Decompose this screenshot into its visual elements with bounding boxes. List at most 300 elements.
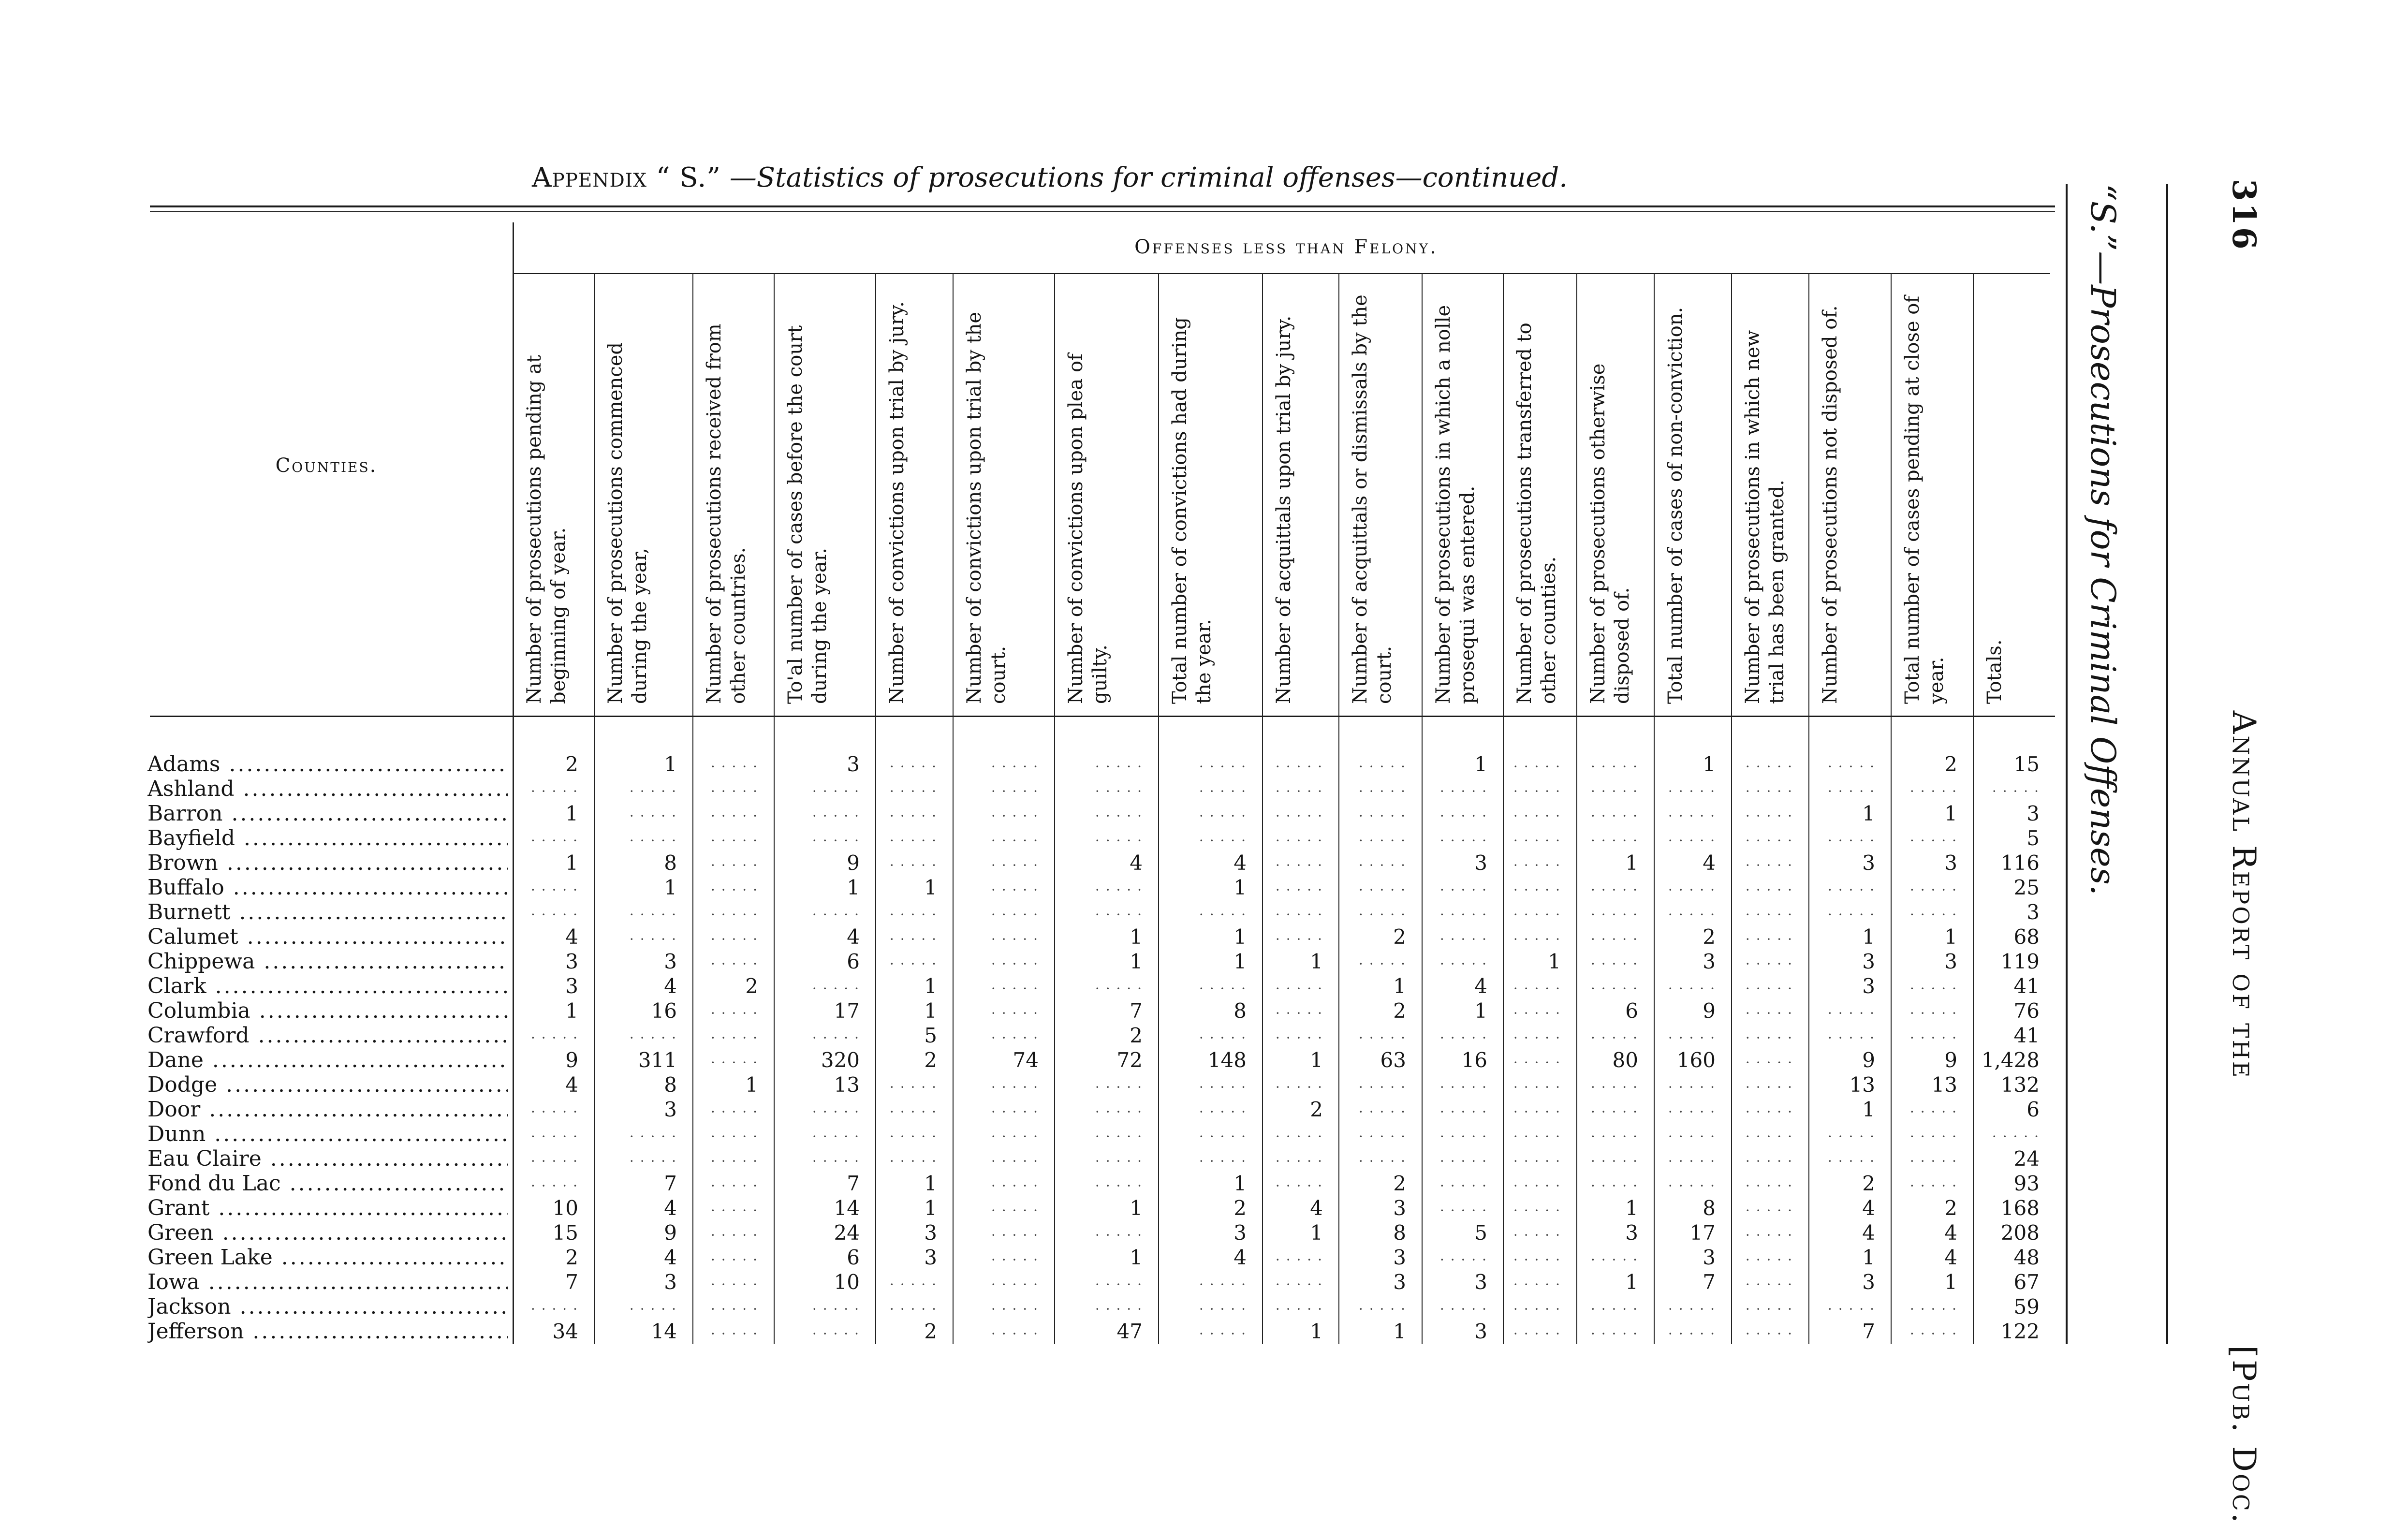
county-name: Crawford ..... xyxy=(147,1023,508,1048)
table-cell xyxy=(956,974,1039,999)
county-name: Buffalo ..... xyxy=(147,875,508,900)
table-cell xyxy=(1162,1270,1247,1295)
table-cell xyxy=(1266,1270,1323,1295)
top-rule-thin xyxy=(150,211,2055,212)
table-cell: 4 xyxy=(565,925,578,949)
table-cell xyxy=(1342,1122,1406,1147)
table-cell xyxy=(1425,1146,1487,1172)
table-cell xyxy=(956,1319,1039,1344)
table-cell xyxy=(1266,777,1323,802)
table-cell xyxy=(1507,1319,1561,1344)
table-cell xyxy=(598,801,677,826)
table-cell: 9 xyxy=(1703,999,1716,1023)
table-cell xyxy=(956,1122,1039,1147)
column-header-label: Number of prosecutions otherwise disposed of. xyxy=(1587,363,1633,704)
table-cell: 1 xyxy=(1233,876,1247,899)
table-cell: 1 xyxy=(1474,999,1487,1023)
table-cell xyxy=(1507,1220,1561,1246)
table-cell xyxy=(1425,826,1487,851)
table-cell xyxy=(696,850,758,876)
table-cell xyxy=(778,1097,860,1122)
table-cell: 3 xyxy=(664,1098,677,1121)
table-cell xyxy=(1735,1270,1793,1295)
table-cell xyxy=(1266,1171,1323,1196)
table-cell xyxy=(1342,875,1406,900)
table-cell: 10 xyxy=(552,1196,578,1220)
table-cell: 3 xyxy=(1474,1270,1487,1294)
table-cell xyxy=(1266,875,1323,900)
section-rule xyxy=(513,273,2050,274)
table-cell xyxy=(1812,998,1875,1024)
table-cell: 1 xyxy=(1625,1270,1638,1294)
county-name: Brown ..... xyxy=(147,850,508,876)
table-cell: 1 xyxy=(664,876,677,899)
table-cell xyxy=(1735,1171,1793,1196)
table-cell xyxy=(956,1171,1039,1196)
table-cell xyxy=(516,875,578,900)
table-cell: 3 xyxy=(2026,900,2040,924)
column-header xyxy=(1272,290,1344,716)
table-cell xyxy=(1894,974,1957,999)
table-cell: 4 xyxy=(1233,851,1247,875)
county-name: Burnett ..... xyxy=(147,900,508,925)
table-cell: 63 xyxy=(1380,1048,1406,1072)
table-cell xyxy=(1812,752,1875,777)
table-cell: 6 xyxy=(847,950,860,973)
table-cell: 1 xyxy=(565,802,578,825)
table-cell xyxy=(1162,777,1247,802)
table-cell xyxy=(1266,826,1323,851)
table-cell xyxy=(879,850,937,876)
table-cell xyxy=(1658,777,1716,802)
table-cell: 2 xyxy=(1233,1196,1247,1220)
table-cell: 1 xyxy=(1310,1320,1323,1343)
table-cell xyxy=(1894,1146,1957,1172)
table-cell xyxy=(696,1122,758,1147)
table-cell xyxy=(1812,875,1875,900)
table-cell xyxy=(1658,900,1716,925)
table-cell xyxy=(1580,900,1638,925)
county-name: Jefferson ..... xyxy=(147,1319,508,1344)
table-cell xyxy=(956,1245,1039,1270)
table-cell xyxy=(1058,1220,1143,1246)
table-cell: 3 xyxy=(1862,974,1875,998)
table-cell xyxy=(1342,777,1406,802)
table-cell: 2 xyxy=(1393,925,1406,949)
table-cell xyxy=(1342,1294,1406,1320)
table-cell xyxy=(1266,974,1323,999)
column-header xyxy=(962,290,1035,716)
table-cell: 3 xyxy=(664,1270,677,1294)
table-cell xyxy=(1058,1294,1143,1320)
table-cell: 8 xyxy=(664,851,677,875)
table-cell xyxy=(1507,1097,1561,1122)
column-divider xyxy=(1158,273,1159,1344)
table-cell: 3 xyxy=(1625,1221,1638,1245)
table-cell xyxy=(1425,1294,1487,1320)
table-cell xyxy=(516,900,578,925)
table-cell xyxy=(516,1097,578,1122)
table-cell xyxy=(1162,1072,1247,1098)
table-cell xyxy=(1580,1171,1638,1196)
table-cell: 208 xyxy=(2000,1221,2040,1245)
column-header xyxy=(885,290,957,716)
table-cell xyxy=(1058,777,1143,802)
table-cell: 9 xyxy=(847,851,860,875)
table-cell xyxy=(516,777,578,802)
table-cell: 122 xyxy=(2000,1320,2040,1343)
caption-text: —Statistics of prosecutions for criminal offenses—continued. xyxy=(720,162,1568,193)
table-cell: 1 xyxy=(1862,1246,1875,1269)
table-cell: 311 xyxy=(638,1048,677,1072)
table-cell: 4 xyxy=(1862,1221,1875,1245)
right-border xyxy=(2066,184,2068,1344)
table-cell: 3 xyxy=(2026,802,2040,825)
table-cell: 16 xyxy=(1461,1048,1487,1072)
table-cell xyxy=(1580,801,1638,826)
table-cell xyxy=(1812,1023,1875,1048)
table-cell xyxy=(1658,1171,1716,1196)
table-cell xyxy=(1507,1048,1561,1073)
column-header xyxy=(1818,290,1891,716)
counties-header: Counties. xyxy=(275,455,378,477)
table-cell xyxy=(1812,777,1875,802)
table-cell: 1 xyxy=(1625,1196,1638,1220)
top-rule xyxy=(150,205,2055,207)
table-cell: 3 xyxy=(1862,1270,1875,1294)
table-cell: 17 xyxy=(834,999,860,1023)
running-title-text: “S.”—Prosecutions for Criminal Offenses. xyxy=(2083,184,2123,895)
county-name: Dodge ..... xyxy=(147,1072,508,1098)
table-cell: 1 xyxy=(1862,1098,1875,1121)
pub-doc: [Pub. Doc. xyxy=(2225,1345,2262,1525)
column-header-label: Number of prosecutions received from other countries. xyxy=(703,323,749,704)
column-header-label: Number of acquittals upon trial by jury. xyxy=(1273,315,1295,704)
table-cell: 41 xyxy=(2013,1024,2040,1047)
table-cell: 4 xyxy=(664,974,677,998)
table-cell: 1 xyxy=(1944,802,1957,825)
table-cell xyxy=(696,826,758,851)
table-cell xyxy=(696,875,758,900)
table-cell xyxy=(1812,1146,1875,1172)
table-cell: 4 xyxy=(664,1196,677,1220)
table-cell xyxy=(696,1146,758,1172)
table-cell xyxy=(1425,777,1487,802)
column-divider xyxy=(1054,273,1055,1344)
table-cell xyxy=(1507,801,1561,826)
table-cell: 8 xyxy=(1703,1196,1716,1220)
table-cell xyxy=(696,1245,758,1270)
county-name: Jackson ..... xyxy=(147,1294,508,1320)
table-cell xyxy=(1425,1245,1487,1270)
table-cell xyxy=(1658,1319,1716,1344)
table-cell: 2 xyxy=(924,1320,937,1343)
table-cell xyxy=(598,924,677,950)
column-header xyxy=(1586,290,1659,716)
table-cell: 1 xyxy=(1862,925,1875,949)
table-cell xyxy=(778,1146,860,1172)
table-cell: 24 xyxy=(2013,1147,2040,1171)
table-cell xyxy=(1342,900,1406,925)
table-cell xyxy=(956,1220,1039,1246)
table-cell xyxy=(1507,1245,1561,1270)
table-cell: 1 xyxy=(1310,1048,1323,1072)
running-head-text xyxy=(2225,179,2263,1525)
table-cell: 2 xyxy=(1130,1024,1143,1047)
table-cell: 4 xyxy=(1944,1221,1957,1245)
table-cell xyxy=(1162,1097,1247,1122)
table-cell: 1 xyxy=(924,999,937,1023)
table-cell xyxy=(1342,826,1406,851)
table-cell: 320 xyxy=(821,1048,860,1072)
table-cell: 4 xyxy=(1130,851,1143,875)
table-cell xyxy=(879,1097,937,1122)
table-cell: 168 xyxy=(2000,1196,2040,1220)
table-cell xyxy=(778,777,860,802)
table-cell: 59 xyxy=(2013,1295,2040,1319)
column-header-label: Totals. xyxy=(1983,639,2006,704)
table-cell xyxy=(1058,801,1143,826)
table-cell: 1 xyxy=(924,876,937,899)
table-cell xyxy=(1058,1097,1143,1122)
column-divider xyxy=(1973,273,1974,1344)
table-cell: 1 xyxy=(1130,925,1143,949)
table-cell xyxy=(1266,1294,1323,1320)
column-header-label: To'al number of cases before the court during the year. xyxy=(784,325,831,704)
table-cell: 3 xyxy=(1862,851,1875,875)
table-cell: 1 xyxy=(565,851,578,875)
table-cell xyxy=(1058,1072,1143,1098)
table-cell xyxy=(1580,1122,1638,1147)
table-cell xyxy=(1058,1122,1143,1147)
table-cell: 1 xyxy=(664,752,677,776)
table-cell: 7 xyxy=(664,1172,677,1195)
table-cell: 2 xyxy=(924,1048,937,1072)
table-cell xyxy=(598,1294,677,1320)
column-divider xyxy=(1422,273,1423,1344)
table-cell xyxy=(1735,850,1793,876)
table-cell xyxy=(1162,900,1247,925)
table-cell: 1 xyxy=(1130,1196,1143,1220)
column-header-label: Number of prosecutions pending at beginning of year. xyxy=(523,355,570,704)
table-cell: 4 xyxy=(1703,851,1716,875)
table-cell xyxy=(1735,752,1793,777)
table-cell xyxy=(778,826,860,851)
table-cell xyxy=(598,777,677,802)
table-cell xyxy=(1735,1072,1793,1098)
column-header xyxy=(603,290,676,716)
table-cell: 17 xyxy=(1689,1221,1716,1245)
table-cell xyxy=(879,1122,937,1147)
table-cell xyxy=(1342,1023,1406,1048)
table-cell: 14 xyxy=(834,1196,860,1220)
table-cell xyxy=(1162,1319,1247,1344)
table-cell xyxy=(956,924,1039,950)
table-cell xyxy=(1507,924,1561,950)
table-cell: 9 xyxy=(1862,1048,1875,1072)
table-cell xyxy=(1735,1146,1793,1172)
margin-rule xyxy=(2166,184,2168,1344)
table-cell xyxy=(879,752,937,777)
table-cell: 160 xyxy=(1676,1048,1716,1072)
table-cell xyxy=(1425,1097,1487,1122)
table-cell: 3 xyxy=(847,752,860,776)
county-name: Ashland ..... xyxy=(147,777,508,802)
column-header-label: Number of prosecutions not disposed of. xyxy=(1819,305,1841,704)
table-cell xyxy=(1507,1196,1561,1221)
table-cell: 3 xyxy=(1393,1246,1406,1269)
table-cell xyxy=(696,900,758,925)
table-cell xyxy=(1812,900,1875,925)
column-divider xyxy=(1891,273,1892,1344)
table-cell xyxy=(956,777,1039,802)
table-cell xyxy=(696,1294,758,1320)
table-cell xyxy=(1735,875,1793,900)
table-cell xyxy=(696,1023,758,1048)
table-cell xyxy=(1735,826,1793,851)
table-cell: 2 xyxy=(1944,752,1957,776)
table-cell xyxy=(956,875,1039,900)
table-cell xyxy=(1266,752,1323,777)
county-name: Iowa ..... xyxy=(147,1270,508,1295)
table-cell: 1 xyxy=(1625,851,1638,875)
table-cell: 7 xyxy=(1703,1270,1716,1294)
table-cell xyxy=(1580,1245,1638,1270)
county-name: Door ..... xyxy=(147,1097,508,1122)
table-cell: 3 xyxy=(1944,950,1957,973)
table-cell: 7 xyxy=(1130,999,1143,1023)
table-cell xyxy=(1894,900,1957,925)
table-cell: 1 xyxy=(1233,925,1247,949)
table-cell xyxy=(1266,1146,1323,1172)
table-cell: 119 xyxy=(2000,950,2040,973)
table-cell xyxy=(1894,1097,1957,1122)
county-name: Calumet ..... xyxy=(147,924,508,950)
county-name: Chippewa ..... xyxy=(147,949,508,974)
table-cell xyxy=(696,1220,758,1246)
table-cell: 2 xyxy=(1862,1172,1875,1195)
column-header-label: Total number of cases of non-conviction. xyxy=(1664,307,1687,704)
table-cell: 1 xyxy=(924,1172,937,1195)
column-header xyxy=(1663,290,1736,716)
table-cell: 1 xyxy=(1944,925,1957,949)
table-cell: 15 xyxy=(2013,752,2040,776)
table-cell: 2 xyxy=(745,974,758,998)
table-cell xyxy=(1658,1146,1716,1172)
table-cell: 34 xyxy=(552,1320,578,1343)
column-header xyxy=(783,290,856,716)
table-cell xyxy=(1058,752,1143,777)
table-cell xyxy=(1507,1171,1561,1196)
column-header-label: Number of prosecutions commenced during the year, xyxy=(604,342,651,704)
table-cell xyxy=(1162,752,1247,777)
county-name: Clark ..... xyxy=(147,974,508,999)
table-cell xyxy=(1425,900,1487,925)
table-cell xyxy=(1580,875,1638,900)
table-cell xyxy=(696,949,758,974)
table-cell xyxy=(1425,1196,1487,1221)
table-cell xyxy=(1735,974,1793,999)
table-cell xyxy=(1058,875,1143,900)
table-cell xyxy=(1658,875,1716,900)
table-cell xyxy=(956,900,1039,925)
table-cell: 1 xyxy=(1233,950,1247,973)
table-cell xyxy=(1735,1097,1793,1122)
table-cell xyxy=(1507,1146,1561,1172)
table-cell xyxy=(1894,1023,1957,1048)
table-cell: 4 xyxy=(1944,1246,1957,1269)
table-cell: 3 xyxy=(1862,950,1875,973)
table-cell: 148 xyxy=(1207,1048,1247,1072)
section-header: Offenses less than Felony. xyxy=(1134,236,1438,258)
table-cell: 3 xyxy=(1703,950,1716,973)
table-cell xyxy=(1507,974,1561,999)
table-cell xyxy=(1058,826,1143,851)
table-cell: 1,428 xyxy=(1981,1048,2040,1072)
table-cell: 4 xyxy=(664,1246,677,1269)
report-title: Annual Report of the xyxy=(2225,710,2262,1080)
table-cell xyxy=(956,850,1039,876)
table-cell xyxy=(1580,752,1638,777)
table-cell xyxy=(1162,1122,1247,1147)
table-cell: 3 xyxy=(1393,1196,1406,1220)
table-cell xyxy=(696,1319,758,1344)
table-cell xyxy=(1894,777,1957,802)
table-cell xyxy=(696,998,758,1024)
table-cell xyxy=(956,949,1039,974)
table-cell: 2 xyxy=(1310,1098,1323,1121)
table-cell: 3 xyxy=(1233,1221,1247,1245)
table-cell xyxy=(1162,1023,1247,1048)
table-cell xyxy=(879,826,937,851)
table-cell: 8 xyxy=(664,1073,677,1097)
column-header-label: Number of prosecutions in which new trial has been granted. xyxy=(1742,330,1788,704)
column-divider xyxy=(1262,273,1263,1344)
table-cell: 1 xyxy=(1233,1172,1247,1195)
column-divider xyxy=(513,222,514,1344)
table-cell xyxy=(956,752,1039,777)
table-cell xyxy=(1735,998,1793,1024)
table-cell xyxy=(1162,1294,1247,1320)
table-cell xyxy=(1058,974,1143,999)
table-cell xyxy=(956,1196,1039,1221)
county-name: Bayfield ..... xyxy=(147,826,508,851)
table-cell: 1 xyxy=(847,876,860,899)
table-cell xyxy=(1735,1196,1793,1221)
table-cell: 68 xyxy=(2013,925,2040,949)
county-name: Dane ..... xyxy=(147,1048,508,1073)
table-cell: 4 xyxy=(847,925,860,949)
table-cell xyxy=(956,1023,1039,1048)
table-cell xyxy=(1507,1294,1561,1320)
table-cell xyxy=(778,1294,860,1320)
table-cell xyxy=(1266,850,1323,876)
table-cell xyxy=(1894,1294,1957,1320)
county-name: Fond du Lac ..... xyxy=(147,1171,508,1196)
table-cell xyxy=(1266,1122,1323,1147)
table-cell xyxy=(1266,998,1323,1024)
table-cell xyxy=(956,801,1039,826)
table-cell: 6 xyxy=(2026,1098,2040,1121)
column-header xyxy=(1348,290,1421,716)
table-cell xyxy=(1658,974,1716,999)
table-cell xyxy=(598,826,677,851)
column-header-label: Total number of convictions had during the year. xyxy=(1169,317,1215,704)
table-cell xyxy=(956,826,1039,851)
table-cell: 116 xyxy=(2000,851,2040,875)
table-cell xyxy=(879,949,937,974)
county-name: Grant ..... xyxy=(147,1196,508,1221)
